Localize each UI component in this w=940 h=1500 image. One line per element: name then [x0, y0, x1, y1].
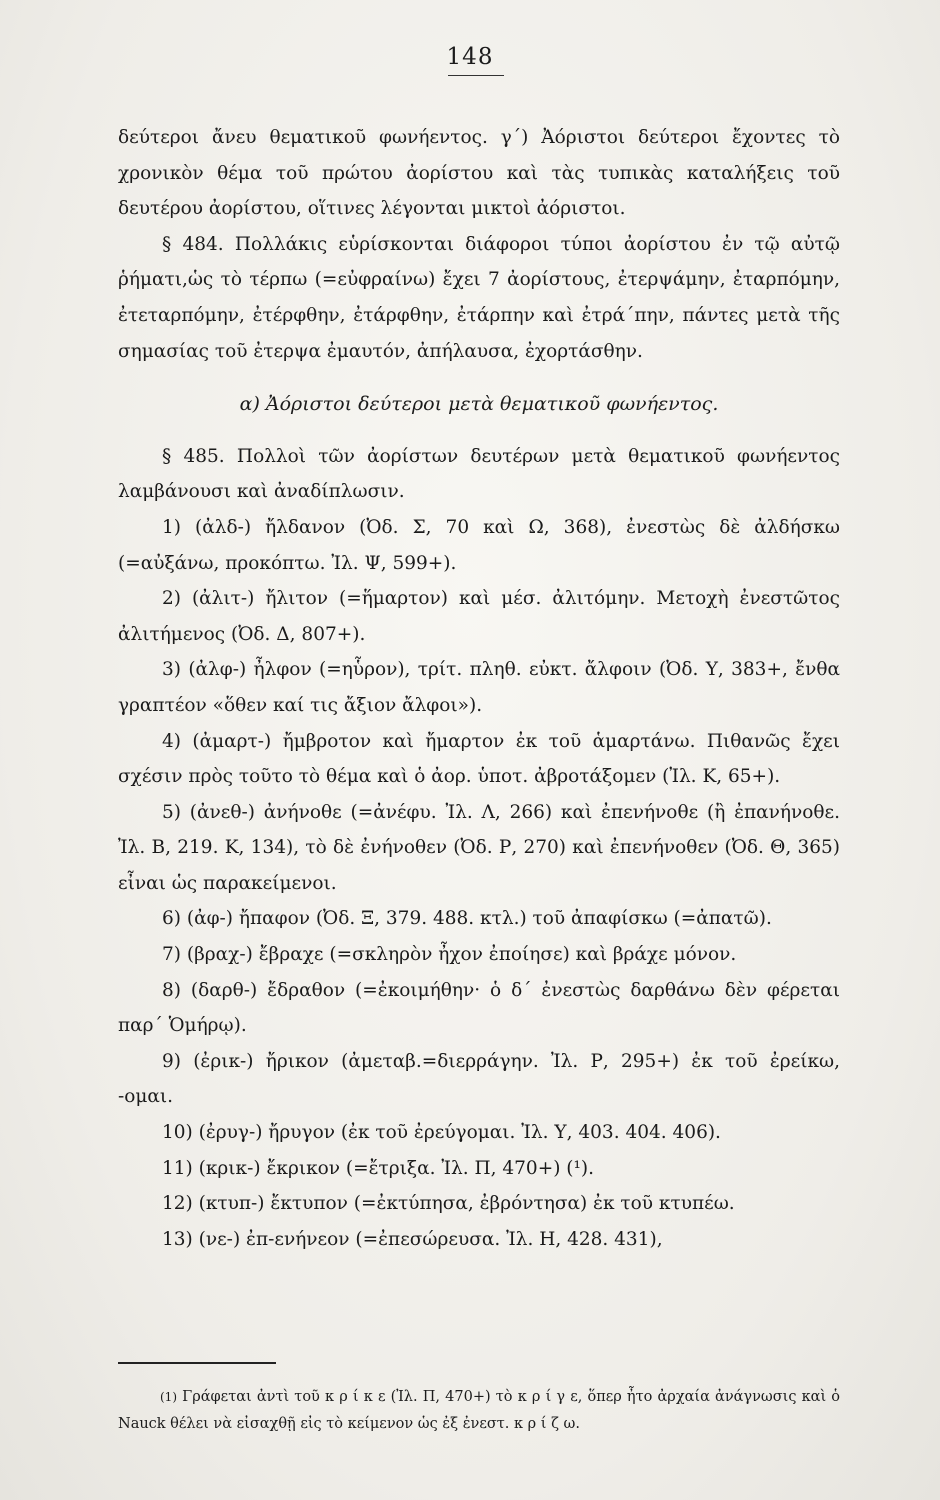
page-number-rule — [448, 75, 504, 76]
list-item: 10) (ἐρυγ-) ἤρυγον (ἐκ τοῦ ἐρεύγομαι. Ἰλ. Υ, 403. 404. 406). — [162, 1122, 721, 1144]
list-item: 5) (ἀνεθ-) ἀνήνοθε (=ἀνέφυ. Ἰλ. Λ, 266) καὶ ἐπενήνοθε (ἢ ἐπανήνοθε. Ἰλ. Β, 219. Κ, 134), τὸ δὲ ἐνήνοθεν (Ὀδ. Ρ, 270) καὶ ἐπενήνοθεν (Ὀδ. Θ, 365) εἶναι ὡς παρακείμενοι. — [118, 801, 840, 894]
list-item: 1) (ἀλδ-) ἤλδανον (Ὀδ. Σ, 70 καὶ Ω, 368), ἐνεστὼς δὲ ἀλδήσκω (=αὐξάνω, προκόπτω. Ἰλ. Ψ, 599+). — [118, 516, 840, 574]
body-text — [118, 120, 840, 1257]
list-item: 4) (ἀμαρτ-) ἤμβροτον καὶ ἤμαρτον ἐκ τοῦ ἁμαρτάνω. Πιθανῶς ἔχει σχέσιν πρὸς τοῦτο τὸ θέμα καὶ ὁ ἀορ. ὑποτ. ἀβροτάξομεν (Ἰλ. Κ, 65+). — [118, 730, 840, 788]
list-item: 12) (κτυπ-) ἔκτυπον (=ἐκτύπησα, ἐβρόντησα) ἐκ τοῦ κτυπέω. — [162, 1193, 735, 1215]
list-item: 13) (νε-) ἐπ-ενήνεον (=ἐπεσώρευσα. Ἰλ. Η, 428. 431), — [162, 1228, 663, 1250]
list-item: 6) (ἀφ-) ἤπαφον (Ὀδ. Ξ, 379. 488. κτλ.) τοῦ ἀπαφίσκω (=ἀπατῶ). — [162, 908, 772, 930]
list-item: 11) (κρικ-) ἔκρικον (=ἔτριξα. Ἰλ. Π, 470+) (¹). — [162, 1157, 595, 1179]
section-heading: α) Ἀόριστοι δεύτεροι μετὰ θεματικοῦ φωνήεντος. — [239, 393, 719, 416]
list-item: 3) (ἀλφ-) ἦλφον (=ηὗρον), τρίτ. πληθ. εὐκτ. ἄλφοιν (Ὀδ. Υ, 383+, ἔνθα γραπτέον «ὅθεν καί τις ἄξιον ἄλφοι»). — [118, 659, 840, 716]
list-item: 7) (βραχ-) ἔβραχε (=σκληρὸν ἦχον ἐποίησε) καὶ βράχε μόνον. — [162, 944, 737, 966]
list-item: 8) (δαρθ-) ἔδραθον (=ἐκοιμήθην· ὁ δ΄ ἐνεστὼς δαρθάνω δὲν φέρεται παρ΄ Ὁμήρῳ). — [118, 979, 840, 1037]
footnote — [118, 1384, 840, 1438]
footnote-marker: (1) — [160, 1390, 177, 1404]
footnote-rule — [118, 1362, 276, 1364]
footnote-text: Γράφεται ἀντὶ τοῦ κ ρ ί κ ε (Ἰλ. Π, 470+) τὸ κ ρ ί γ ε, ὅπερ ἦτο ἀρχαία ἀνάγνωσις καὶ ὁ Nauck θέλει νὰ εἰσαχθῇ εἰς τὸ κείμενον ὡς ἐξ ἐνεστ. κ ρ ί ζ ω. — [118, 1389, 841, 1432]
paragraph-484: § 484. Πολλάκις εὑρίσκονται διάφοροι τύποι ἀορίστου ἐν τῷ αὐτῷ ῥήματι,ὡς τὸ τέρπω (=εὐφραίνω) ἔχει 7 ἀορίστους, ἐτερψάμην, ἐταρπόμην, ἐτεταρπόμην, ἐτέρφθην, ἐτάρφθην, ἐτάρπην καὶ ἐτρά΄πην, πάντες μετὰ τῆς σημασίας τοῦ ἐτερψα ἐμαυτόν, ἀπήλαυσα, ἐχορτάσθην. — [118, 233, 840, 362]
list-item: 9) (ἐρικ-) ἤρικον (ἀμεταβ.=διερράγην. Ἰλ. Ρ, 295+) ἐκ τοῦ ἐρείκω, -ομαι. — [118, 1050, 840, 1108]
list-item: 2) (ἀλιτ-) ἤλιτον (=ἥμαρτον) καὶ μέσ. ἀλιτόμην. Μετοχὴ ἐνεστῶτος ἀλιτήμενος (Ὀδ. Δ, 807+). — [118, 588, 840, 645]
page-number: 148 — [446, 44, 494, 70]
paragraph-continuation: δεύτεροι ἄνευ θεματικοῦ φωνήεντος. γ΄) Ἀόριστοι δεύτεροι ἔχοντες τὸ χρονικὸν θέμα τοῦ πρώτου ἀορίστου καὶ τὰς τυπικὰς καταλήξεις τοῦ δευτέρου ἀορίστου, οἵτινες λέγονται μικτοὶ ἀόριστοι. — [118, 127, 840, 220]
paragraph-485: § 485. Πολλοὶ τῶν ἀορίστων δευτέρων μετὰ θεματικοῦ φωνήεντος λαμβάνουσι καὶ ἀναδίπλωσιν. — [118, 445, 840, 503]
